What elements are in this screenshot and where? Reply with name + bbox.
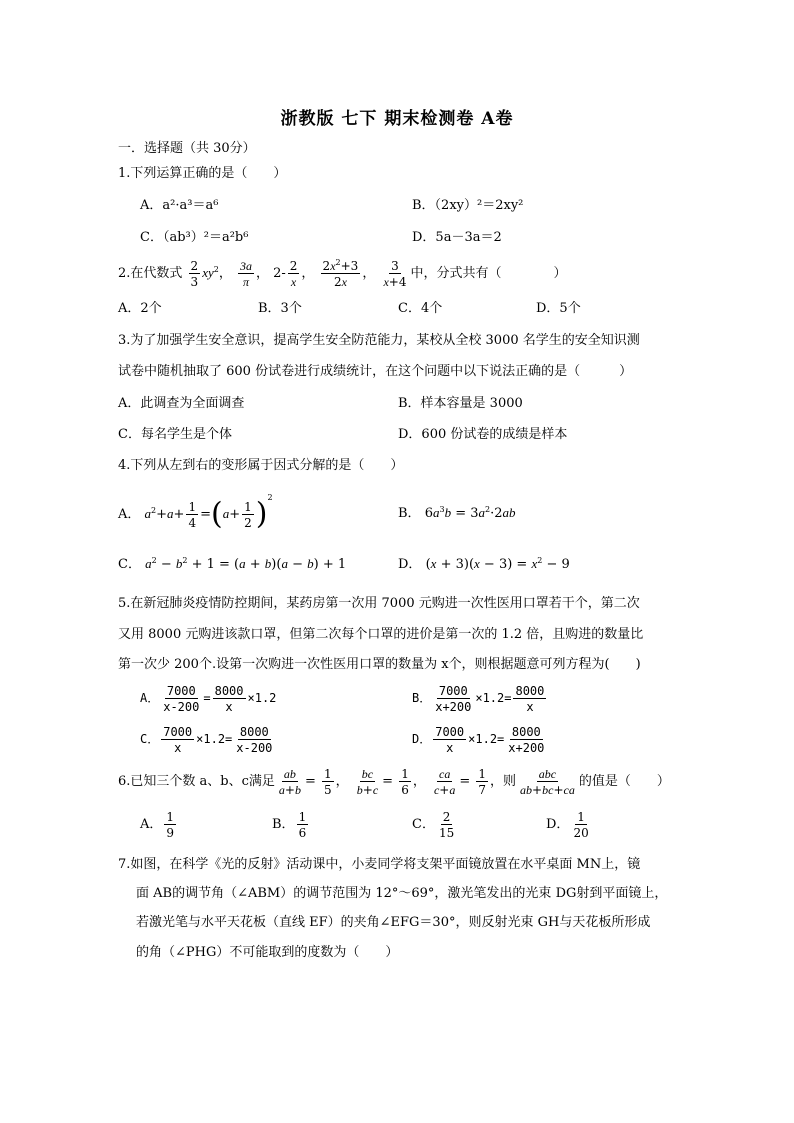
question-3-option-c[interactable]: C．每名学生是个体 xyxy=(118,427,232,442)
expression-fraction: $\frac{3}{x+4}$ xyxy=(383,258,407,289)
question-2-suffix: 中，分式共有（ ） xyxy=(410,266,567,281)
question-5-option-a[interactable]: A． $\frac{7000}{x-200}$ = $\frac{8000}{x}$ ×1.2 xyxy=(140,683,277,714)
question-1-option-a[interactable]: A．a²·a³＝a⁶ xyxy=(140,198,219,213)
question-2-prefix: 2.在代数式 xyxy=(118,266,183,281)
question-5-line: 5.在新冠肺炎疫情防控期间，某药房第一次用 7000 元购进一次性医用口罩若干个，第二次 xyxy=(118,596,640,611)
question-6-option-b[interactable]: B． $\frac{1}{6}$ xyxy=(272,809,307,840)
question-6-stem: 6.已知三个数 a、b、c满足 $\frac{ab}{a+b}$ = $\frac{1}{5}$ ， $\frac{bc}{b+c}$ = $\frac{1}{6}$ ， $\frac{ca}{c+a}$ = $\frac{1}{7}$ ，则 $\frac{\text{abc}}{ab+bc+ca}$ 的值是（ ） xyxy=(118,766,670,797)
expression-fraction: $\frac{2x^2+3}{2x}$ xyxy=(322,257,359,289)
question-5-line: 又用 8000 元购进该款口罩，但第二次每个口罩的进价是第一次的 1.2 倍，且购进的数量比 xyxy=(118,627,644,642)
question-3-option-d[interactable]: D．600 份试卷的成绩是样本 xyxy=(398,427,568,442)
question-4-option-c[interactable]: C． $a^2 - b^2 + 1 = (a + b)(a - b) + 1$ xyxy=(118,556,347,572)
question-3-line: 试卷中随机抽取了 600 份试卷进行成绩统计，在这个问题中以下说法正确的是（ ） xyxy=(118,364,633,379)
question-4-option-a[interactable]: A． $a^2+a+$ $\frac{1}{4}$ =(a+ $\frac{1}{2}$ )$^2$ xyxy=(118,493,273,532)
expression-fraction: $\frac{2}{x}$ xyxy=(289,258,298,289)
question-7-line: 7.如图，在科学《光的反射》活动课中，小麦同学将支架平面镜放置在水平桌面 MN上，镜 xyxy=(118,857,641,872)
page-title: 浙教版 七下 期末检测卷 A卷 xyxy=(280,109,514,129)
question-6-option-a[interactable]: A． $\frac{1}{9}$ xyxy=(140,809,175,840)
question-4-option-d[interactable]: D． $(x + 3)(x - 3) = x^2 - 9$ xyxy=(398,556,570,572)
question-1-stem: 1.下列运算正确的是（ ） xyxy=(118,166,287,181)
question-7-line: 面 AB的调节角（∠ABM）的调节范围为 12°～69°，激光笔发出的光束 DG射到平面镜上， xyxy=(136,886,668,901)
question-2-option-c[interactable]: C．4个 xyxy=(398,301,443,316)
question-2-option-d[interactable]: D．5个 xyxy=(536,301,581,316)
question-1-option-d[interactable]: D．5a－3a＝2 xyxy=(412,230,502,245)
question-1-option-b[interactable]: B．（2xy）²＝2xy² xyxy=(412,198,524,213)
question-1-option-c[interactable]: C．（ab³）²＝a²b⁶ xyxy=(140,230,249,245)
question-3-line: 3.为了加强学生安全意识，提高学生安全防范能力，某校从全校 3000 名学生的安全知识测 xyxy=(118,333,640,348)
question-3-option-b[interactable]: B．样本容量是 3000 xyxy=(398,396,523,411)
question-4-stem: 4.下列从左到右的变形属于因式分解的是（ ） xyxy=(118,458,404,473)
question-7-line: 若激光笔与水平天花板（直线 EF）的夹角∠EFG＝30°，则反射光束 GH与天花板所形成 xyxy=(136,915,651,930)
question-3-option-a[interactable]: A．此调查为全面调查 xyxy=(118,396,245,411)
question-6-option-d[interactable]: D． $\frac{1}{20}$ xyxy=(546,809,589,840)
question-6-option-c[interactable]: C． $\frac{2}{15}$ xyxy=(412,809,455,840)
question-4-option-b[interactable]: B． $6a^3b = 3a^2\cdot 2ab$ xyxy=(398,505,516,521)
question-5-option-b[interactable]: B． $\frac{7000}{x+200}$ ×1.2= $\frac{8000}{x}$ xyxy=(412,683,545,714)
question-7-line: 的角（∠PHG）不可能取到的度数为（ ） xyxy=(136,945,399,960)
section-heading: 一．选择题（共 30分） xyxy=(118,141,256,156)
question-2-option-a[interactable]: A．2个 xyxy=(118,301,162,316)
question-5-option-c[interactable]: C． $\frac{7000}{x}$ ×1.2= $\frac{8000}{x-200}$ xyxy=(140,724,273,755)
question-5-option-d[interactable]: D． $\frac{7000}{x}$ ×1.2= $\frac{8000}{x+200}$ xyxy=(412,724,545,755)
expression-fraction: $\frac{3a}{\pi}$ xyxy=(239,258,252,289)
question-2-stem: 2.在代数式 $\frac{2}{3}$ $xy^2$， $\frac{3a}{\pi}$ ， 2- $\frac{2}{x}$ ， $\frac{2x^2+3}{2x}$ ， $\frac{3}{x+4}$ 中，分式共有（ ） xyxy=(118,257,567,289)
expression-fraction: $\frac{2}{3}$ xyxy=(190,258,199,289)
question-2-option-b[interactable]: B．3个 xyxy=(258,301,302,316)
question-5-line: 第一次少 200个.设第一次购进一次性医用口罩的数量为 x个，则根据题意可列方程为( ) xyxy=(118,657,641,672)
